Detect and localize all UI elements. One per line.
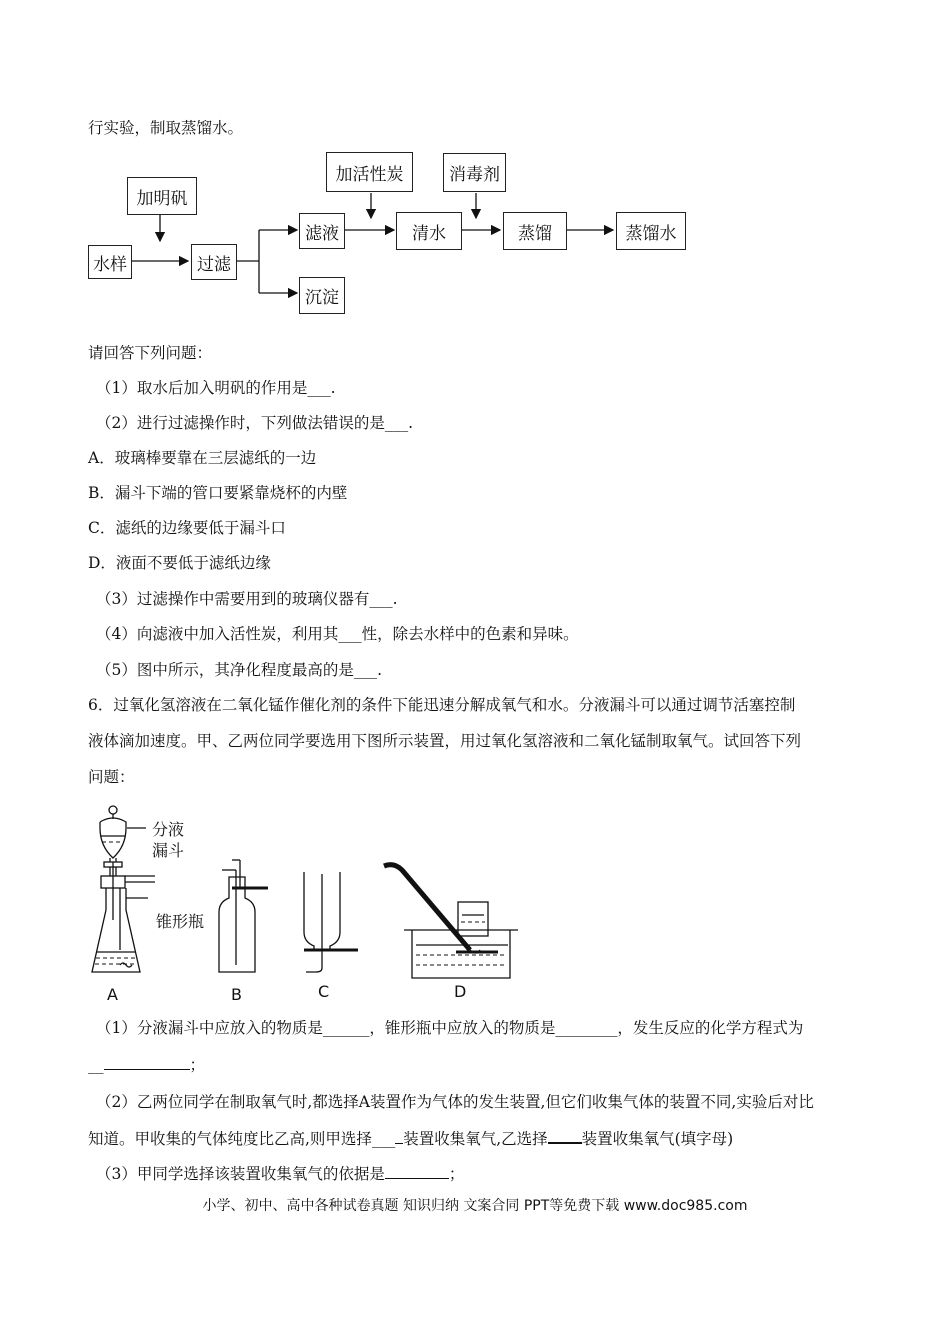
box-clear-water: 清水 bbox=[396, 212, 462, 250]
semicolon: ； bbox=[189, 1056, 206, 1074]
box-filter: 过滤 bbox=[191, 244, 237, 280]
q6-sub3 bbox=[96, 1164, 464, 1184]
q5-option-c: C．滤纸的边缘要低于漏斗口 bbox=[88, 519, 286, 537]
q6-stem-line2: 液体滴加速度。甲、乙两位同学要选用下图所示装置，用过氧化氢溶液和二氧化锰制取氧气。试回答下列 bbox=[88, 732, 802, 750]
q6-sub1-line2 bbox=[88, 1055, 205, 1075]
label-separatory-funnel-2: 漏斗 bbox=[152, 841, 185, 860]
q5-option-a: A．玻璃棒要靠在三层滤纸的一边 bbox=[88, 449, 317, 467]
box-water-sample: 水样 bbox=[88, 245, 132, 279]
q5-lead: 请回答下列问题： bbox=[88, 344, 213, 362]
q5-option-d: D．液面不要低于滤纸边缘 bbox=[88, 554, 271, 572]
box-alum: 加明矾 bbox=[127, 177, 197, 215]
box-distill: 蒸馏 bbox=[503, 212, 567, 250]
blank-prefix: __ bbox=[88, 1056, 104, 1074]
sub2-blank-yi[interactable] bbox=[548, 1128, 582, 1144]
q6-sub2-line2 bbox=[88, 1128, 733, 1149]
sub3-semicolon: ； bbox=[448, 1165, 465, 1183]
q5-part2: （2）进行过滤操作时，下列做法错误的是___. bbox=[96, 414, 414, 432]
q6-sub2-line1: （2）乙两位同学在制取氧气时,都选择A装置作为气体的发生装置,但它们收集气体的装置不同,实验后对比 bbox=[96, 1093, 814, 1111]
sub2-text-a: 知道。甲收集的气体纯度比乙高,则甲选择 bbox=[88, 1130, 372, 1148]
label-separatory-funnel-1: 分液 bbox=[152, 820, 185, 839]
q5-part1: （1）取水后加入明矾的作用是___. bbox=[96, 379, 336, 397]
equation-blank[interactable] bbox=[104, 1055, 190, 1070]
label-apparatus-a: A bbox=[107, 985, 118, 1004]
sub2-blank-jia[interactable]: ___ bbox=[371, 1130, 396, 1148]
box-disinfectant: 消毒剂 bbox=[443, 153, 506, 192]
sub2-text-b: 装置收集氧气,乙选择 bbox=[403, 1130, 548, 1148]
box-distilled-water: 蒸馏水 bbox=[616, 212, 686, 250]
sub2-text-c: 装置收集氧气(填字母) bbox=[581, 1130, 734, 1148]
q5-part3: （3）过滤操作中需要用到的玻璃仪器有___. bbox=[96, 590, 398, 608]
q5-part4: （4）向滤液中加入活性炭，利用其___性，除去水样中的色素和异味。 bbox=[96, 625, 579, 643]
label-conical-flask: 锥形瓶 bbox=[156, 912, 205, 931]
q5-part5: （5）图中所示，其净化程度最高的是___. bbox=[96, 661, 383, 679]
box-sediment: 沉淀 bbox=[299, 277, 345, 314]
q6-sub1-line1: （1）分液漏斗中应放入的物质是______，锥形瓶中应放入的物质是________，发生反应的化学方程式为 bbox=[96, 1019, 804, 1037]
apparatus-figure bbox=[0, 800, 950, 1010]
label-apparatus-c: C bbox=[318, 982, 330, 1001]
label-apparatus-d: D bbox=[454, 982, 467, 1001]
box-activated-carbon: 加活性炭 bbox=[326, 152, 413, 192]
sub3-blank[interactable] bbox=[385, 1164, 449, 1179]
q6-stem-line1: 6．过氧化氢溶液在二氧化锰作催化剂的条件下能迅速分解成氧气和水。分液漏斗可以通过调节活塞控制 bbox=[88, 696, 796, 714]
box-filtrate: 滤液 bbox=[299, 213, 345, 249]
label-apparatus-b: B bbox=[231, 985, 242, 1004]
q6-stem-line3: 问题： bbox=[88, 768, 135, 786]
sub3-text: （3）甲同学选择该装置收集氧气的依据是 bbox=[96, 1165, 385, 1183]
sub2-blank-jia-line bbox=[395, 1129, 403, 1144]
intro-line: 行实验，制取蒸馏水。 bbox=[88, 119, 244, 137]
apparatus-drawings bbox=[0, 800, 950, 1010]
page-footer: 小学、初中、高中各种试卷真题 知识归纳 文案合同 PPT等免费下载 www.doc985.com bbox=[202, 1198, 748, 1214]
q5-option-b: B．漏斗下端的管口要紧靠烧杯的内壁 bbox=[88, 484, 348, 502]
purification-flowchart bbox=[0, 0, 950, 330]
